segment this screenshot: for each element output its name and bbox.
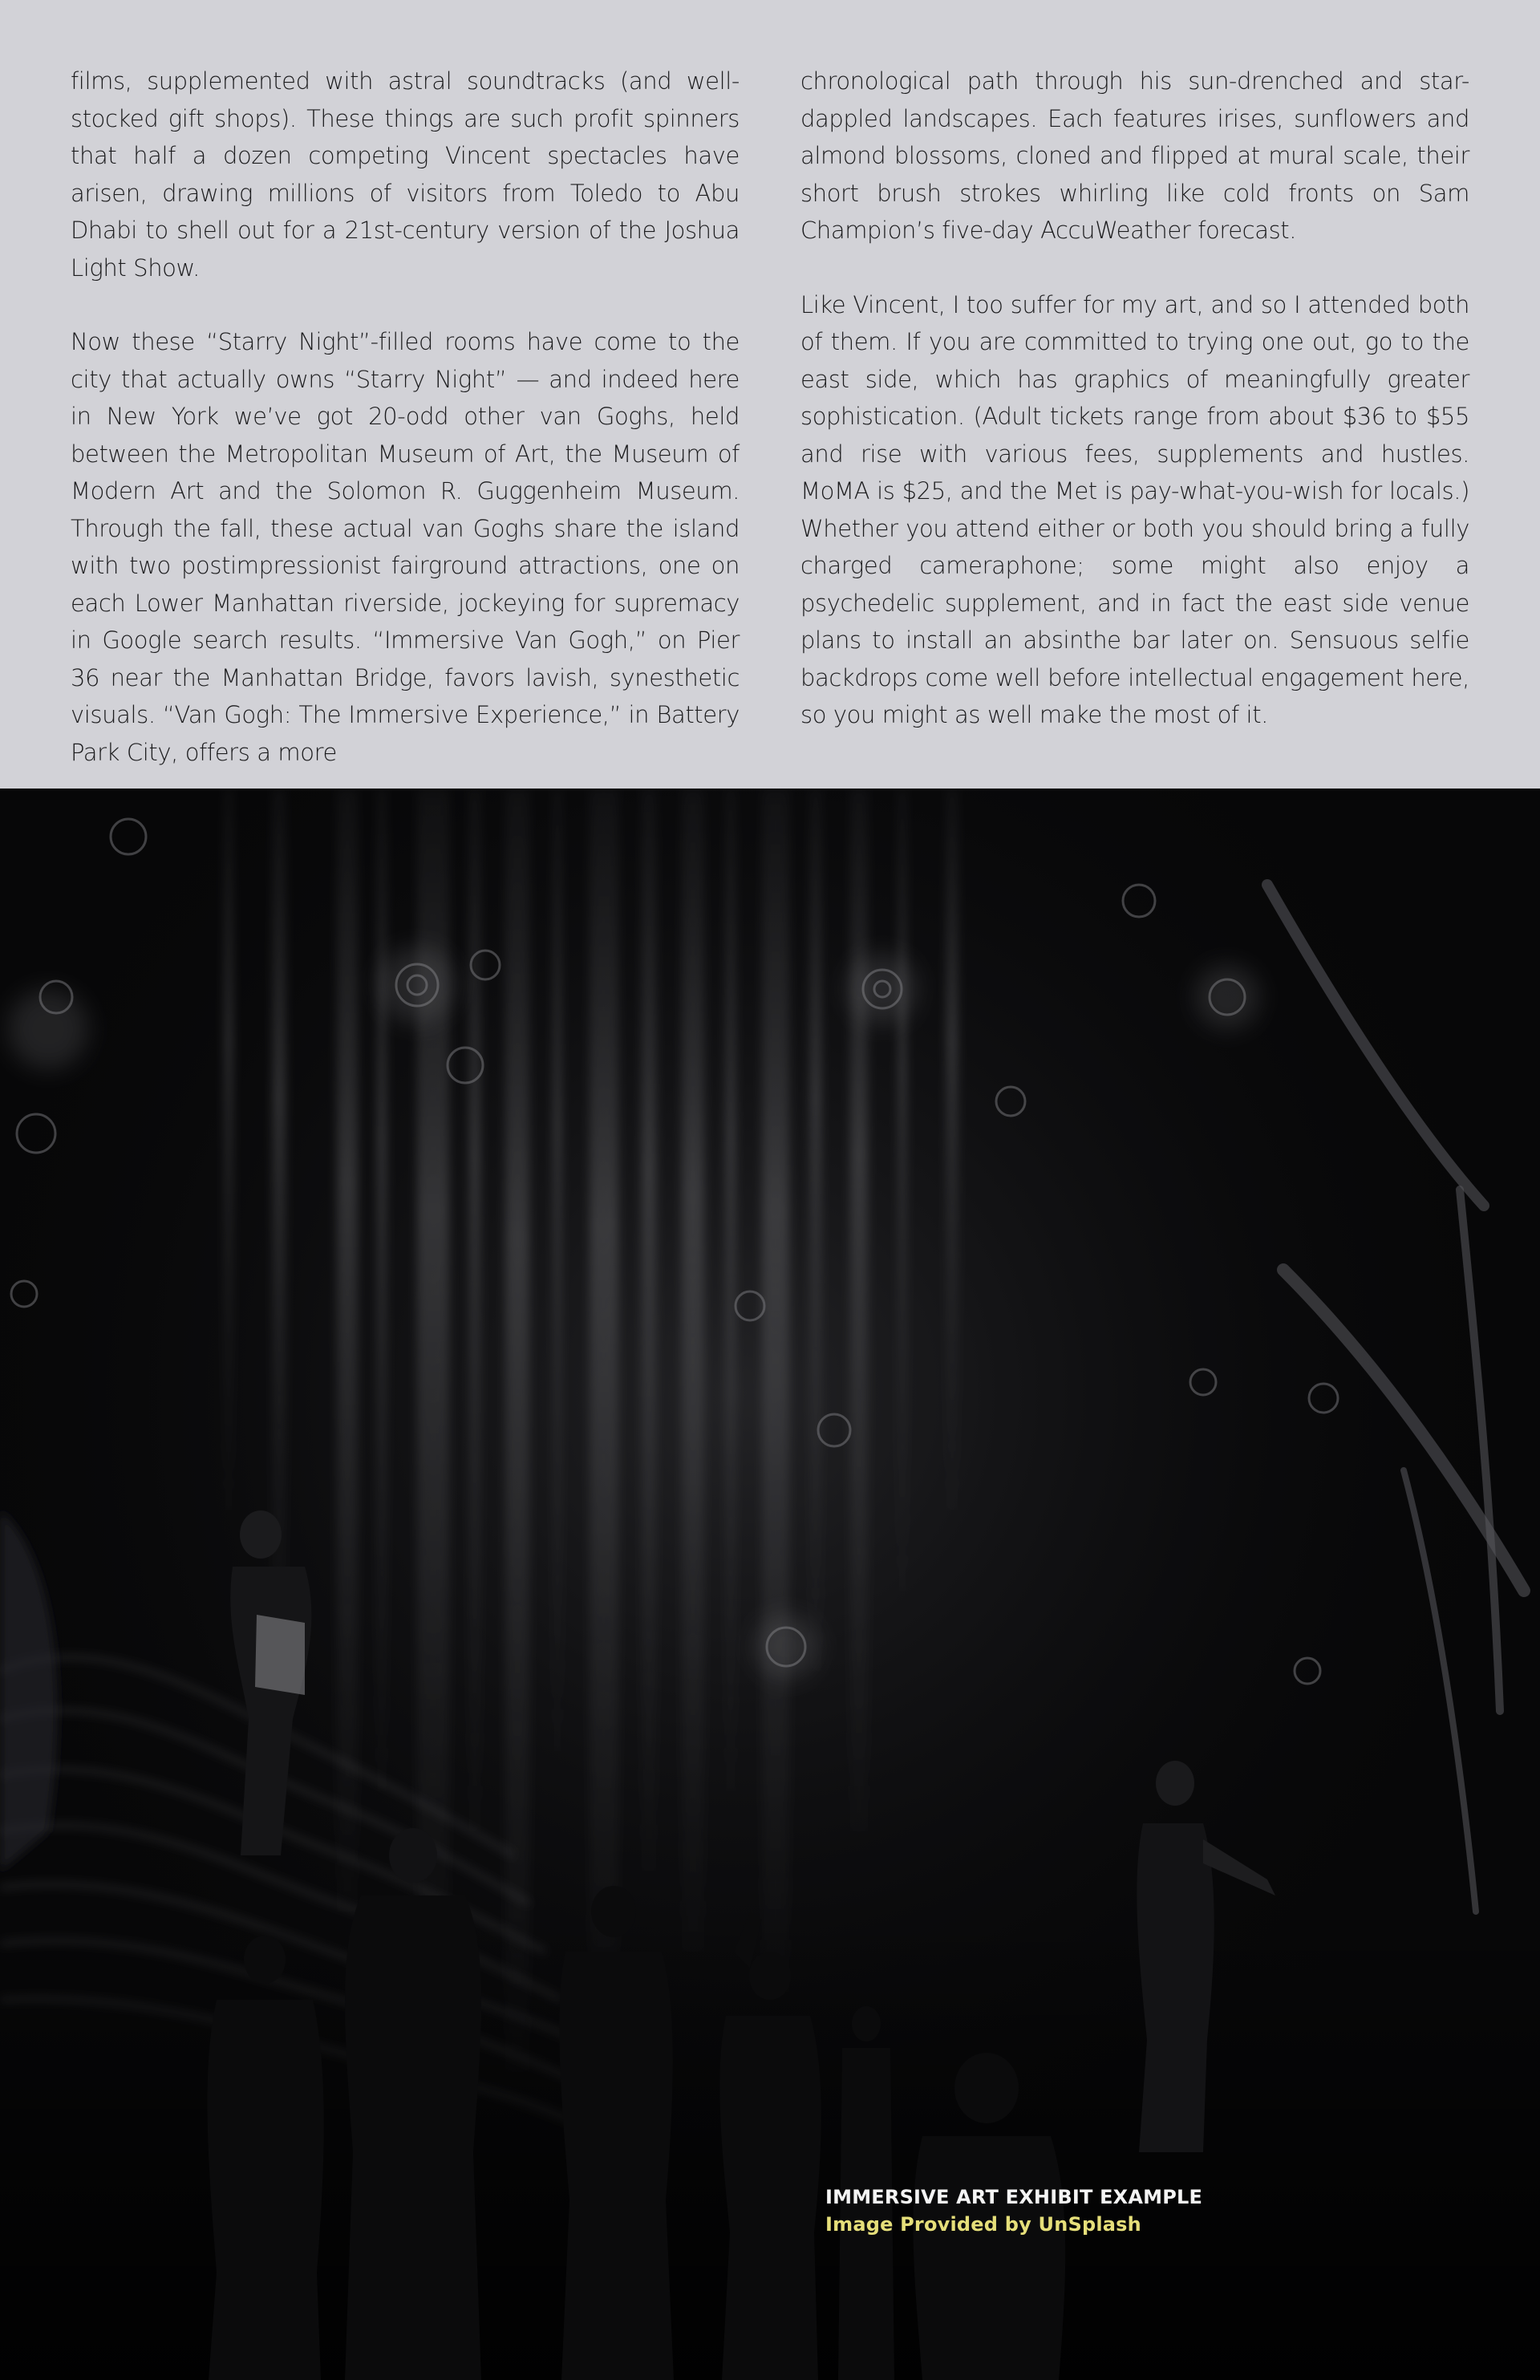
paragraph: Now these “Starry Night”-filled rooms have come to the city that actually owns “Starry Night” — and indeed here in New York we’ve got 20-odd other van Goghs, held between the Metropolitan Museum of Art, the Museum of Modern Art and the Solomon R. Guggenheim Museum. Through the fall, these actual van Goghs share the island with two postimpressionist fairground attractions, one on each Lower Manhattan riverside, jockeying for supremacy in Google search results. “Immersive Van Gogh,” on Pier 36 near the Manhattan Bridge, favors lavish, synesthetic visuals. “Van Gogh: The Immersive Experience,” in Battery Park City, offers a more — [71, 328, 740, 766]
article-text-band — [0, 0, 1540, 789]
paragraph: films, supplemented with astral soundtracks (and well-stocked gift shops). These things are such profit spinners that half a dozen competing Vincent spectacles have arisen, drawing millions of visitors from Toledo to Abu Dhabi to shell out for a 21st-century version of the Joshua Light Show. — [71, 67, 740, 282]
article-column-right — [800, 63, 1469, 734]
caption-credit: Image Provided by UnSplash — [825, 2213, 1141, 2236]
exhibit-photo — [0, 789, 1540, 2380]
paragraph: chronological path through his sun-drenched and star-dappled landscapes. Each features irises, sunflowers and almond blossoms, cloned and flipped at mural scale, their short brush strokes whirling like cold fronts on Sam Champion’s five-day AccuWeather forecast. — [800, 67, 1469, 244]
article-column-left — [71, 63, 740, 771]
photo-caption — [825, 2183, 1202, 2238]
caption-title: IMMERSIVE ART EXHIBIT EXAMPLE — [825, 2186, 1203, 2208]
paragraph: Like Vincent, I too suffer for my art, and so I attended both of them. If you are committed to trying one out, go to the east side, which has graphics of meaningfully greater sophistication. (Adult tickets range from about $36 to $55 and rise with various fees, supplements and hustles. MoMA is $25, and the Met is pay-what-you-wish for locals.) Whether you attend either or both you should bring a fully charged cameraphone; some might also enjoy a psychedelic supplement, and in fact the east side venue plans to install an absinthe bar later on. Sensuous selfie backdrops come well before intellectual engagement here, so you might as well make the most of it. — [800, 290, 1469, 728]
exhibit-photo-illustration — [0, 789, 1540, 2380]
